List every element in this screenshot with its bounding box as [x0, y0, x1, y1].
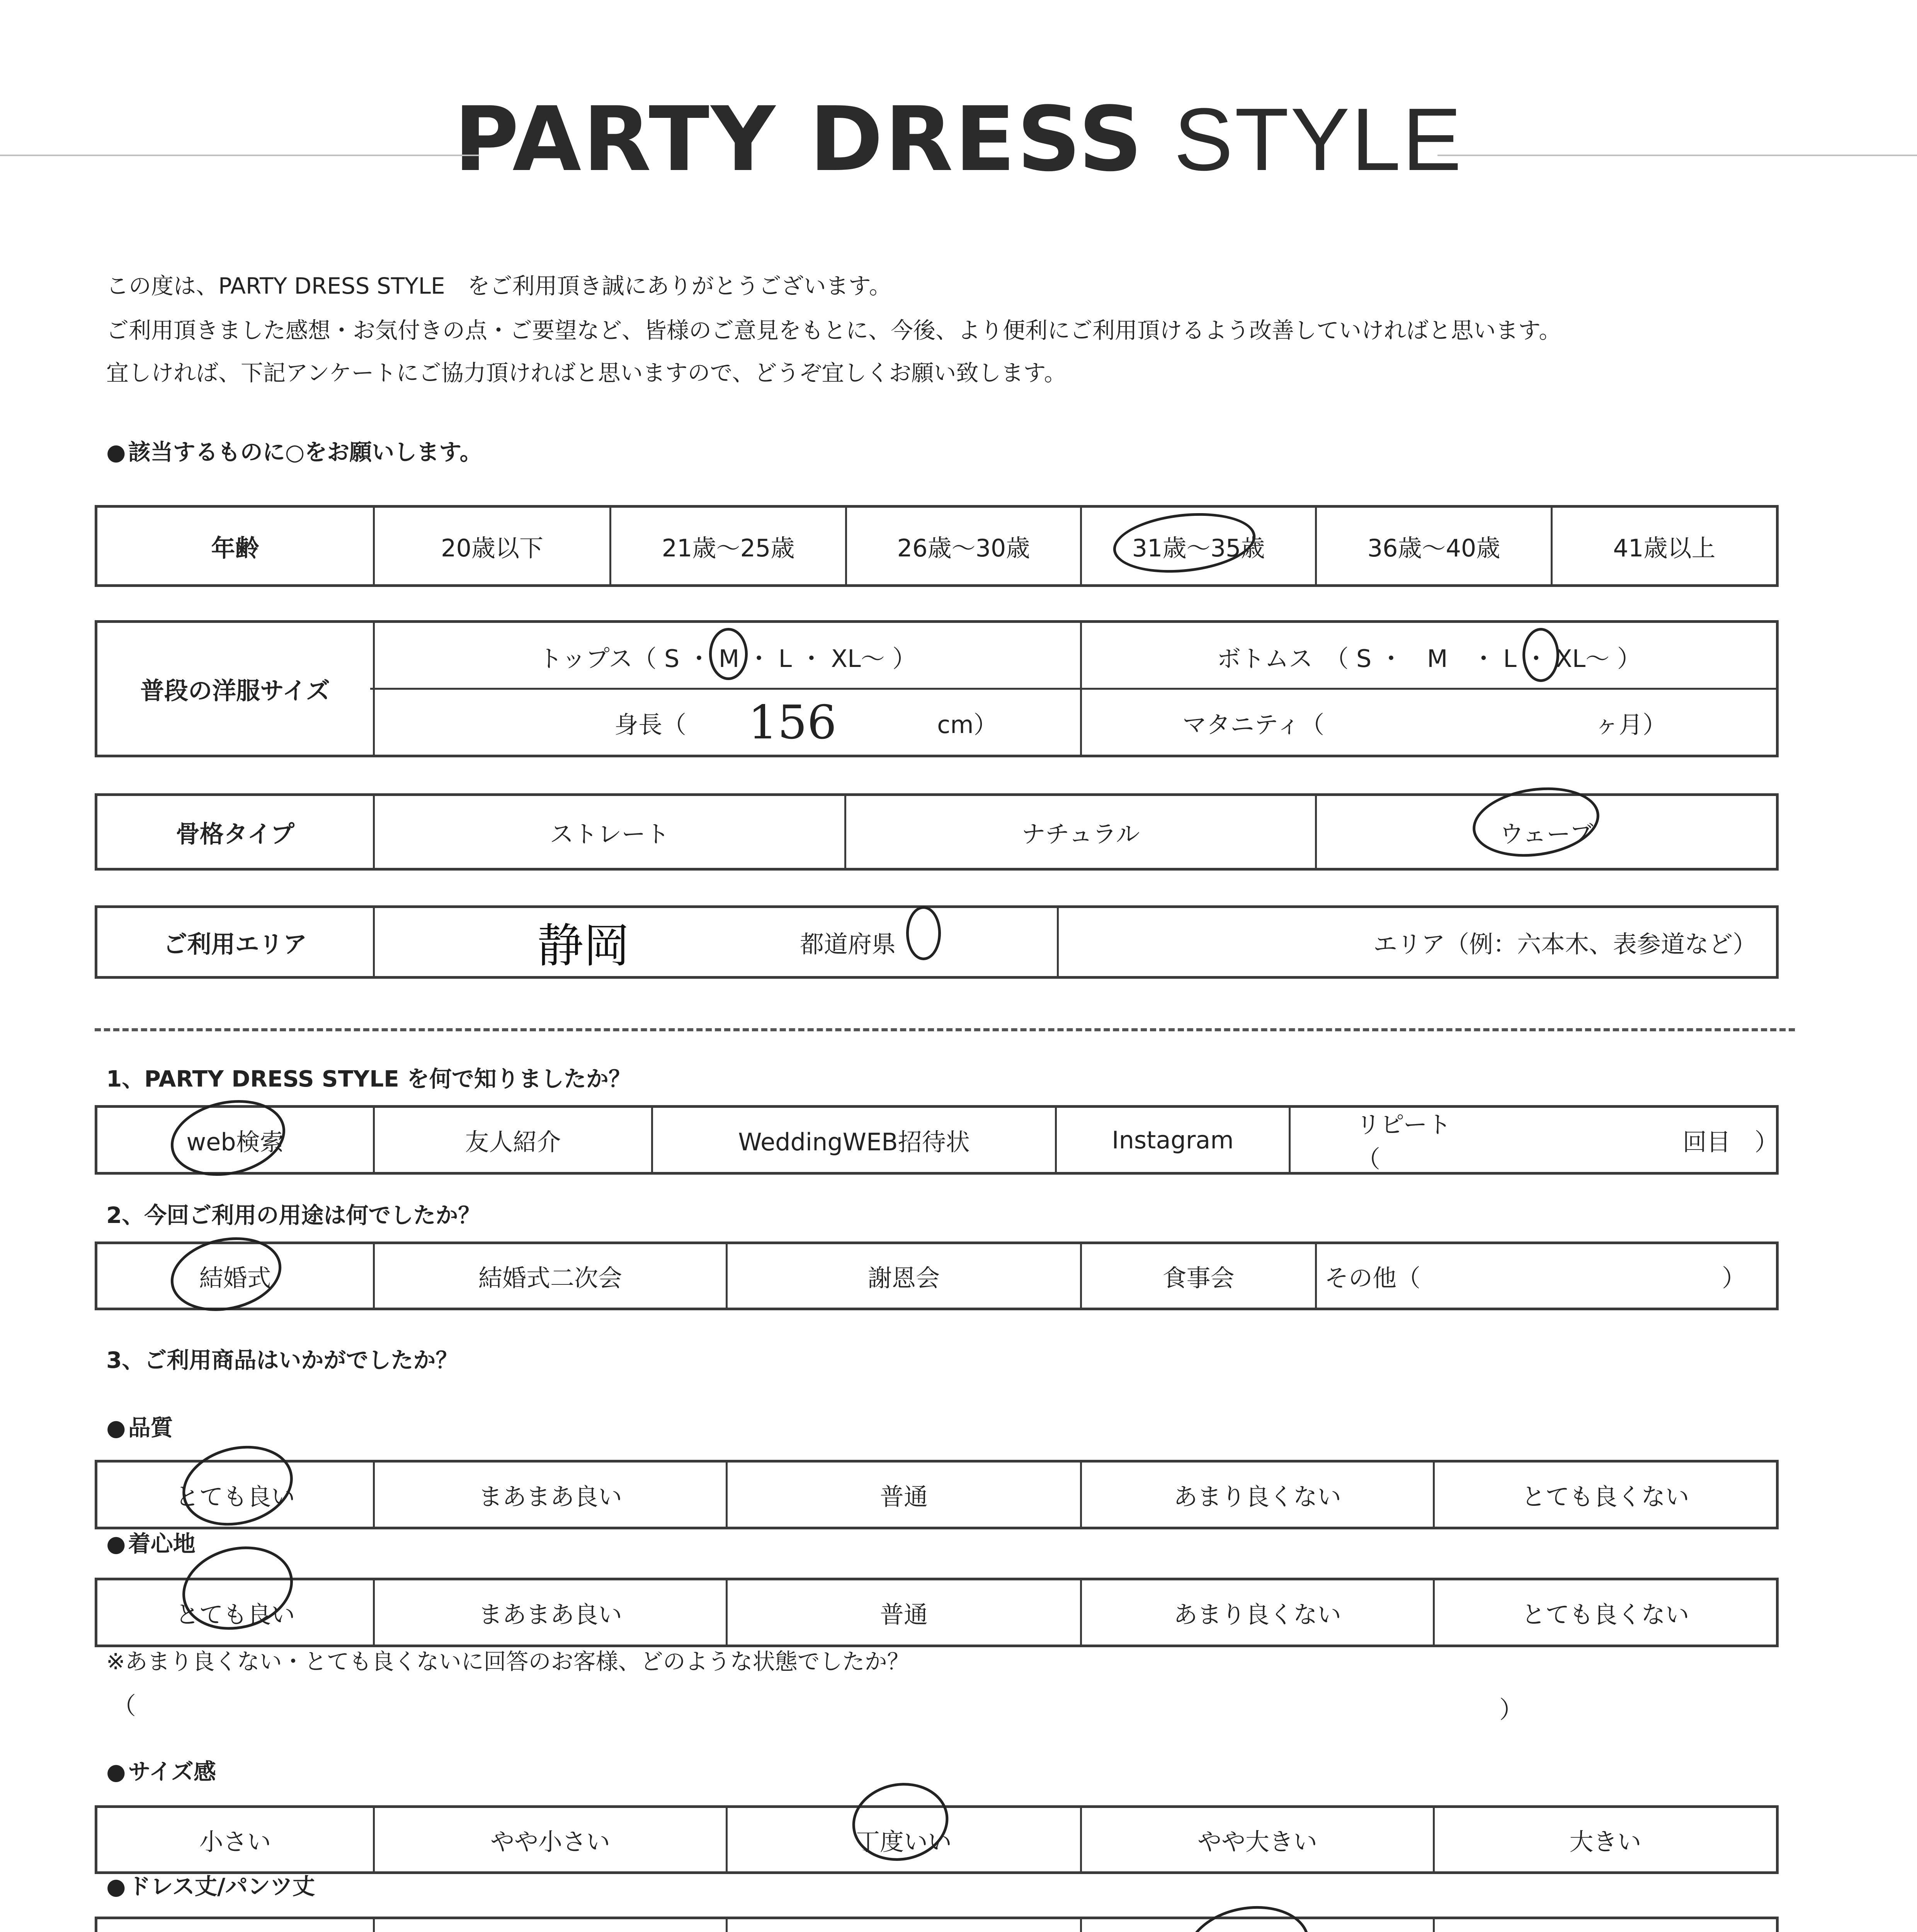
quality-option-2[interactable]: まあまあ良い	[373, 1463, 726, 1527]
quality-row	[95, 1460, 1779, 1529]
q2-other-label: その他（	[1325, 1264, 1421, 1292]
tops-selected-mark	[709, 628, 748, 680]
body-type-label: 骨格タイプ	[176, 820, 294, 848]
q3-paren-close: ）	[1499, 1696, 1524, 1724]
maternity-unit: ヶ月）	[1595, 710, 1667, 739]
q3-title: 3、ご利用商品はいかがでしたか？	[106, 1347, 458, 1373]
instruction-heading: ● 該当するものに○をお願いします。	[106, 437, 482, 468]
intro-line-1: この度は、PARTY DRESS STYLE をご利用頂き誠にありがとうございます。	[106, 273, 891, 299]
bottoms-selected-mark	[1522, 628, 1559, 682]
size-feel-option-1[interactable]: 小さい	[199, 1827, 271, 1856]
quality-option-1[interactable]: とても良い	[175, 1482, 295, 1511]
length-row	[95, 1917, 1779, 1932]
comfort-option-2[interactable]: まあまあ良い	[373, 1580, 726, 1645]
height-value[interactable]: 156	[748, 696, 837, 750]
q2-afterparty[interactable]: 結婚式二次会	[373, 1244, 726, 1308]
length-option-1[interactable]	[97, 1919, 373, 1932]
prefecture-selected-mark	[906, 906, 941, 960]
age-option-4[interactable]: 31歳～35歳	[1080, 508, 1315, 584]
section-divider	[95, 1028, 1795, 1031]
q1-title: 1、PARTY DRESS STYLE を何で知りましたか？	[106, 1066, 631, 1092]
header-rule-right	[1437, 155, 1917, 156]
length-option-3[interactable]	[726, 1919, 1080, 1932]
age-option-2[interactable]: 21歳～25歳	[609, 508, 845, 584]
q2-title: 2、今回ご利用の用途は何でしたか？	[106, 1202, 481, 1228]
age-label: 年齢	[211, 534, 259, 562]
height-label: 身長（	[614, 710, 687, 739]
q2-thanks-party[interactable]: 謝恩会	[726, 1244, 1080, 1308]
height-field[interactable]	[373, 690, 1080, 755]
q3-reason-input[interactable]	[139, 1685, 1484, 1727]
length-option-5[interactable]	[1433, 1919, 1776, 1932]
q2-other[interactable]	[1315, 1244, 1776, 1308]
q2-other-close: ）	[1722, 1264, 1746, 1292]
body-type-wave[interactable]: ウェーブ	[1315, 796, 1776, 868]
q1-repeat-label: リピート（	[1356, 1111, 1451, 1173]
q1-instagram[interactable]: Instagram	[1055, 1108, 1289, 1172]
body-type-natural[interactable]: ナチュラル	[844, 796, 1315, 868]
maternity-field[interactable]	[1080, 690, 1776, 755]
size-feel-label: ● サイズ感	[106, 1756, 216, 1787]
body-type-straight[interactable]: ストレート	[373, 796, 844, 868]
height-unit: cm）	[937, 710, 998, 739]
q2-dinner[interactable]: 食事会	[1080, 1244, 1315, 1308]
prefecture-suffix: 都道府県	[800, 930, 896, 958]
intro-line-2: ご利用頂きました感想・お気付きの点・ご要望など、皆様のご意見をもとに、今後、より便利にご利用頂けるよう改善していければと思います。	[106, 317, 1561, 344]
logo	[0, 88, 1917, 191]
comfort-option-3[interactable]: 普通	[726, 1580, 1080, 1645]
size-label: 普段の洋服サイズ	[140, 677, 330, 705]
quality-option-5[interactable]: とても良くない	[1433, 1463, 1776, 1527]
comfort-option-4[interactable]: あまり良くない	[1080, 1580, 1433, 1645]
prefecture-value[interactable]: 静岡	[537, 919, 630, 973]
area-hint[interactable]: エリア（例：六本木、表参道など）	[1057, 908, 1776, 976]
age-option-6[interactable]: 41歳以上	[1551, 508, 1776, 584]
size-feel-option-3[interactable]: 丁度いい	[726, 1808, 1080, 1871]
q1-repeat[interactable]	[1289, 1108, 1779, 1173]
q1-web-search[interactable]: web検索	[186, 1128, 284, 1156]
q2-wedding[interactable]: 結婚式	[199, 1264, 271, 1292]
q3-note: ※あまり良くない・とても良くないに回答のお客様、どのような状態でしたか？	[106, 1648, 910, 1675]
q3-paren-open: （	[112, 1692, 136, 1720]
q1-row	[95, 1105, 1779, 1175]
comfort-option-1[interactable]: とても良い	[175, 1600, 295, 1629]
size-feel-option-4[interactable]: やや大きい	[1080, 1808, 1433, 1871]
bottoms-size[interactable]: ボトムス （ S ・ M ・ L ・ XL～ ）	[1080, 623, 1776, 690]
age-option-1[interactable]: 20歳以下	[373, 508, 609, 584]
comfort-option-5[interactable]: とても良くない	[1433, 1580, 1776, 1645]
q1-wedding-web[interactable]: WeddingWEB招待状	[651, 1108, 1055, 1172]
quality-option-3[interactable]: 普通	[726, 1463, 1080, 1527]
q2-row	[95, 1242, 1779, 1310]
length-selected-mark	[1180, 1897, 1316, 1932]
q1-repeat-count: 回目 ）	[1682, 1128, 1779, 1156]
size-feel-option-2[interactable]: やや小さい	[373, 1808, 726, 1871]
size-row-divider	[370, 688, 1779, 690]
age-option-5[interactable]: 36歳～40歳	[1315, 508, 1551, 584]
quality-label: ● 品質	[106, 1412, 173, 1443]
comfort-label: ● 着心地	[106, 1528, 196, 1559]
prefecture-field[interactable]	[373, 908, 1057, 976]
length-option-2[interactable]	[373, 1919, 726, 1932]
age-row	[95, 505, 1779, 587]
size-feel-option-5[interactable]: 大きい	[1433, 1808, 1776, 1871]
intro-line-3: 宜しければ、下記アンケートにご協力頂ければと思いますので、どうぞ宜しくお願い致します。	[106, 360, 1067, 386]
area-label: ご利用エリア	[163, 930, 307, 958]
quality-option-4[interactable]: あまり良くない	[1080, 1463, 1433, 1527]
age-option-3[interactable]: 26歳～30歳	[845, 508, 1080, 584]
length-label: ● ドレス丈/パンツ丈	[106, 1871, 315, 1902]
tops-size[interactable]: トップス（ S ・ M ・ L ・ XL～ ）	[373, 623, 1080, 690]
logo-light: STYLE	[1174, 90, 1463, 189]
logo-bold: PARTY DRESS	[454, 88, 1144, 191]
q1-friend[interactable]: 友人紹介	[373, 1108, 651, 1172]
comfort-row	[95, 1578, 1779, 1647]
maternity-label: マタニティ（	[1182, 710, 1325, 739]
header-rule-left	[0, 155, 479, 156]
